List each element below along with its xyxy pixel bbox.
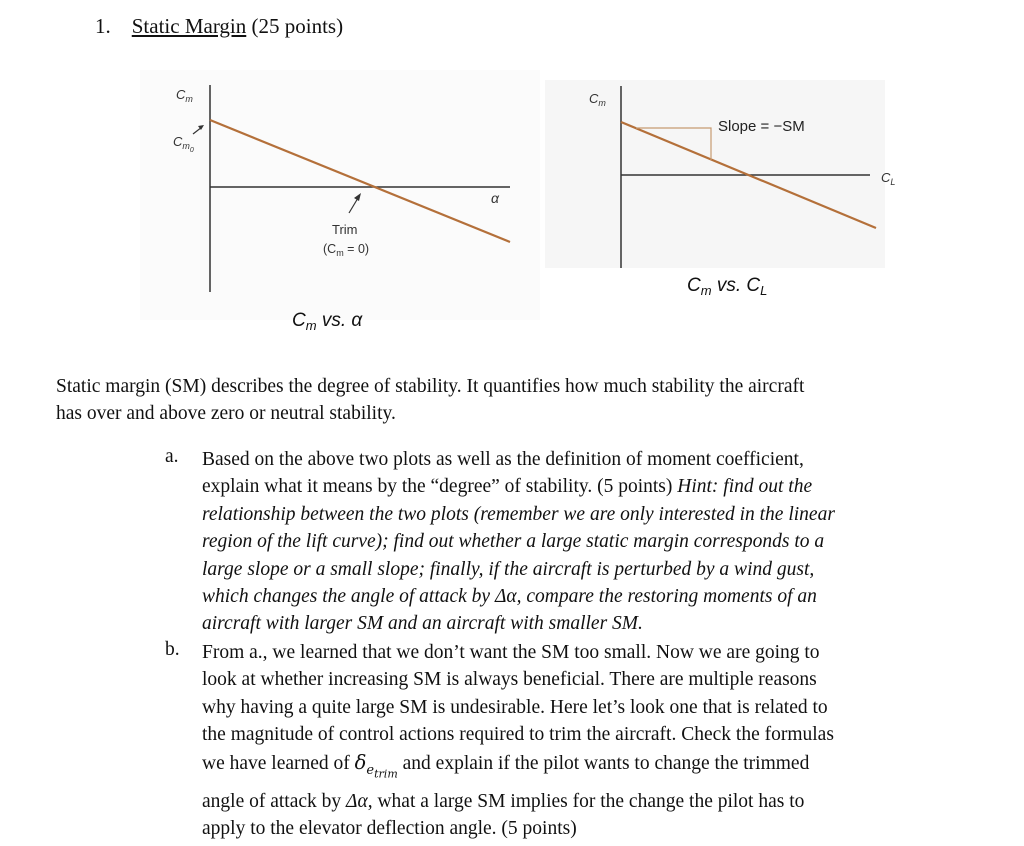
delta-e-trim: $\delta_{e_{trim}}$: [354, 750, 398, 781]
part-b-text: [202, 639, 962, 842]
left-caption: $C_m$ vs. α: [292, 310, 363, 333]
x-axis-label: $C_L$: [881, 170, 896, 187]
cm-vs-alpha-plot: [140, 70, 540, 350]
intro-paragraph: [56, 373, 956, 427]
part-a-letter: a.: [165, 446, 179, 467]
plot-background: [140, 70, 540, 320]
part-b-line: we have learned of $\delta_{e_{trim}}$ and explain if the pilot wants to change the trimmed: [202, 750, 810, 781]
part-a-line: which changes the angle of attack by Δα, compare the restoring moments of an: [202, 586, 817, 608]
y-axis-label: $C_m$: [589, 91, 606, 108]
part-a-line: large slope or a small slope; finally, if the aircraft is perturbed by a wind gust,: [202, 558, 815, 580]
part-b-line: why having a quite large SM is undesirable. Here let’s look one that is related to: [202, 696, 828, 718]
part-a-line: Based on the above two plots as well as the definition of moment coefficient,: [202, 449, 804, 470]
part-a-line: aircraft with larger SM and an aircraft with smaller SM.: [202, 613, 643, 635]
part-b-line: From a., we learned that we don’t want the SM too small. Now we are going to: [202, 642, 820, 663]
intercept-label: $C_{m0}$: [173, 134, 194, 154]
cm-vs-cl-plot: [540, 78, 920, 303]
plot-background: [545, 80, 885, 268]
part-b-line: the magnitude of control actions required to trim the aircraft. Check the formulas: [202, 724, 834, 746]
question-title: Static Margin: [131, 14, 247, 38]
part-a-line: region of the lift curve); find out whether a large static margin corresponds to a: [202, 531, 825, 553]
question-points: (25 points): [251, 14, 344, 38]
right-caption: $C_m$ vs. $C_L$: [687, 275, 768, 298]
part-b-line: apply to the elevator deflection angle. (5 points): [202, 817, 577, 839]
question-number: 1.: [95, 14, 111, 38]
part-a-line: relationship between the two plots (remember we are only interested in the linear: [202, 503, 835, 525]
trim-label: Trim: [332, 222, 358, 237]
part-b-line: look at whether increasing SM is always beneficial. There are multiple reasons: [202, 669, 817, 691]
part-b-line: angle of attack by Δα, what a large SM implies for the change the pilot has to: [202, 790, 805, 812]
intro-line: has over and above zero or neutral stability.: [56, 403, 396, 424]
y-axis-label: $C_m$: [176, 87, 193, 104]
part-b-letter: b.: [165, 639, 180, 660]
x-axis-label: α: [491, 190, 499, 206]
trim-condition: $(C_m = 0)$: [323, 242, 370, 258]
slope-label: Slope = −SM: [718, 118, 805, 135]
intro-line: Static margin (SM) describes the degree of stability. It quantifies how much stability the aircraft: [56, 376, 805, 397]
part-a-line: explain what it means by the “degree” of stability. (5 points) Hint: find out the: [202, 476, 813, 498]
question-heading: [95, 14, 343, 39]
part-a-text: [202, 446, 962, 638]
